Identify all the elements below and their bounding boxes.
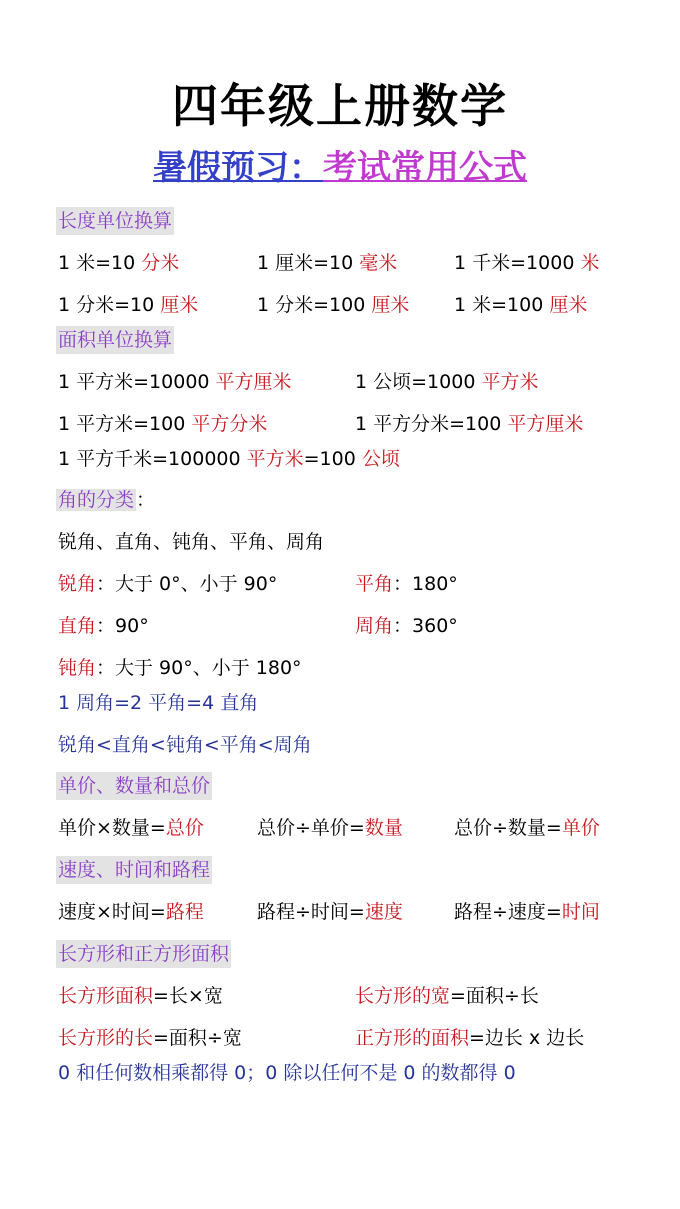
subtitle-part1: 暑假预习： xyxy=(153,148,323,188)
section-header-area-units: 面积单位换算 xyxy=(56,326,174,354)
formula-item: 路程÷速度=时间 xyxy=(454,901,600,923)
formula-item: 1 厘米=10 毫米 xyxy=(257,252,398,274)
angle-order: 锐角<直角<钝角<平角<周角 xyxy=(58,734,312,756)
formula-item: 长方形的宽=面积÷长 xyxy=(355,985,539,1007)
section-header-angles: 角的分类 ： xyxy=(58,489,156,511)
page-title: 四年级上册数学 xyxy=(172,79,508,133)
angle-obtuse: 钝角：大于 90°、小于 180° xyxy=(58,657,302,679)
formula-item: 正方形的面积=边长 x 边长 xyxy=(355,1027,585,1049)
formula-item: 路程÷时间=速度 xyxy=(257,901,403,923)
subtitle-part2: 考试常用公式 xyxy=(323,148,527,188)
formula-item: 长方形的长=面积÷宽 xyxy=(58,1027,242,1049)
section-header-price: 单价、数量和总价 xyxy=(56,772,212,800)
formula-item: 速度×时间=路程 xyxy=(58,901,204,923)
angle-straight: 平角：180° xyxy=(355,573,458,595)
section-header-speed: 速度、时间和路程 xyxy=(56,856,212,884)
formula-item: 总价÷单价=数量 xyxy=(257,817,403,839)
angle-acute: 锐角：大于 0°、小于 90° xyxy=(58,573,278,595)
angle-list: 锐角、直角、钝角、平角、周角 xyxy=(58,531,325,553)
angle-right: 直角：90° xyxy=(58,615,149,637)
formula-item: 单价×数量=总价 xyxy=(58,817,204,839)
formula-item: 1 千米=1000 米 xyxy=(454,252,600,274)
formula-item: 1 公顷=1000 平方米 xyxy=(355,371,539,393)
formula-item: 1 平方分米=100 平方厘米 xyxy=(355,413,584,435)
formula-item: 1 平方米=100 平方分米 xyxy=(58,413,268,435)
formula-item: 1 米=10 分米 xyxy=(58,252,180,274)
formula-item: 1 分米=10 厘米 xyxy=(58,294,199,316)
zero-rule-note: 0 和任何数相乘都得 0；0 除以任何不是 0 的数都得 0 xyxy=(58,1062,516,1084)
angle-relation: 1 周角=2 平角=4 直角 xyxy=(58,692,259,714)
formula-item: 1 平方千米=100000 平方米=100 公顷 xyxy=(58,448,400,470)
section-header-length: 长度单位换算 xyxy=(56,207,174,235)
formula-item: 1 平方米=10000 平方厘米 xyxy=(58,371,292,393)
formula-item: 1 分米=100 厘米 xyxy=(257,294,410,316)
formula-item: 1 米=100 厘米 xyxy=(454,294,588,316)
formula-item: 长方形面积=长×宽 xyxy=(58,985,223,1007)
page-subtitle xyxy=(0,146,680,190)
angle-round: 周角：360° xyxy=(355,615,458,637)
formula-item: 总价÷数量=单价 xyxy=(454,817,600,839)
section-header-rect: 长方形和正方形面积 xyxy=(56,940,231,968)
